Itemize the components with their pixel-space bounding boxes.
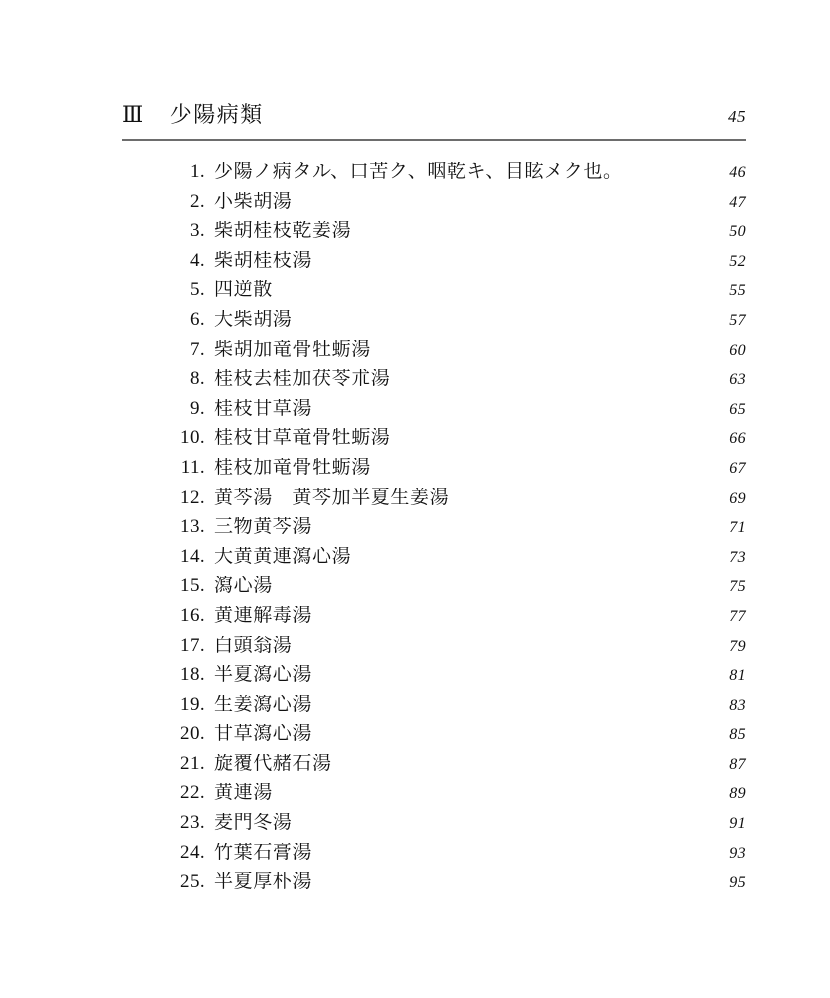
- toc-entry-title[interactable]: 瀉心湯: [214, 576, 273, 596]
- toc-entry-number: 21.: [180, 752, 205, 774]
- toc-entry-number: 6.: [189, 308, 205, 330]
- toc-entry[interactable]: [122, 192, 746, 222]
- toc-entry-page-number: 87: [729, 755, 746, 773]
- toc-entry-title[interactable]: 柴胡加竜骨牡蛎湯: [214, 339, 371, 359]
- toc-entry-number: 17.: [180, 634, 205, 656]
- toc-entry[interactable]: [122, 399, 746, 429]
- toc-entry-number: 18.: [180, 664, 205, 686]
- toc-entry-title[interactable]: 半夏厚朴湯: [214, 872, 313, 892]
- toc-entry-title[interactable]: 白頭翁湯: [214, 635, 293, 655]
- toc-entry-page-number: 75: [729, 578, 746, 596]
- toc-entry-page-number: 89: [729, 785, 746, 803]
- toc-entry-title[interactable]: 三物黄芩湯: [214, 517, 313, 537]
- toc-entry[interactable]: [122, 517, 746, 547]
- toc-entry[interactable]: [122, 428, 746, 458]
- toc-entry-number: 19.: [180, 693, 205, 715]
- toc-entry-title[interactable]: 黄連解毒湯: [214, 605, 313, 625]
- toc-entry-number: 1.: [189, 161, 205, 182]
- toc-entry-list: [122, 162, 746, 902]
- toc-entry-number: 9.: [189, 397, 205, 419]
- toc-entry-page-number: 52: [729, 252, 746, 270]
- toc-entry[interactable]: [122, 369, 746, 399]
- toc-entry-number: 22.: [180, 782, 205, 804]
- toc-entry[interactable]: [122, 665, 746, 695]
- toc-entry-title[interactable]: 生姜瀉心湯: [214, 694, 313, 714]
- toc-entry[interactable]: [122, 606, 746, 636]
- chapter-numeral: Ⅲ: [122, 102, 144, 127]
- toc-entry-title[interactable]: 桂枝加竜骨牡蛎湯: [214, 457, 371, 477]
- toc-entry-title[interactable]: 黄芩湯 黄芩加半夏生姜湯: [214, 487, 450, 507]
- toc-entry-number: 25.: [180, 871, 205, 893]
- toc-entry-page-number: 47: [729, 193, 746, 211]
- toc-entry-title[interactable]: 甘草瀉心湯: [214, 724, 313, 744]
- toc-entry-page-number: 83: [729, 696, 746, 714]
- toc-entry[interactable]: [122, 488, 746, 518]
- toc-entry-number: 13.: [180, 516, 205, 538]
- toc-entry-title[interactable]: 大柴胡湯: [214, 309, 293, 329]
- toc-entry-page-number: 93: [729, 844, 746, 862]
- toc-entry[interactable]: [122, 251, 746, 281]
- toc-entry-page-number: 85: [729, 726, 746, 744]
- toc-entry[interactable]: [122, 872, 746, 902]
- chapter-header: [122, 104, 746, 126]
- toc-entry-page-number: 55: [729, 282, 746, 300]
- chapter-page-number: 45: [728, 107, 746, 126]
- toc-entry-page-number: 67: [729, 459, 746, 477]
- toc-entry-number: 16.: [180, 604, 205, 626]
- toc-entry-title[interactable]: 柴胡桂枝湯: [214, 250, 313, 270]
- toc-entry[interactable]: [122, 547, 746, 577]
- toc-entry-number: 23.: [180, 812, 205, 834]
- toc-entry-page-number: 50: [729, 223, 746, 241]
- toc-entry-page-number: 57: [729, 311, 746, 329]
- toc-entry-page-number: 66: [729, 430, 746, 448]
- toc-entry-title[interactable]: 麦門冬湯: [214, 813, 293, 833]
- toc-entry[interactable]: [122, 695, 746, 725]
- toc-entry[interactable]: [122, 458, 746, 488]
- toc-entry[interactable]: [122, 754, 746, 784]
- toc-entry[interactable]: [122, 280, 746, 310]
- toc-entry-number: 7.: [189, 338, 205, 360]
- toc-entry-page-number: 71: [729, 519, 746, 537]
- toc-entry-number: 11.: [180, 456, 205, 478]
- toc-entry-number: 15.: [180, 575, 205, 597]
- toc-entry[interactable]: [122, 783, 746, 813]
- toc-entry-title[interactable]: 黄連湯: [214, 783, 273, 803]
- toc-entry[interactable]: [122, 340, 746, 370]
- toc-entry-number: 12.: [180, 486, 205, 508]
- chapter-title: 少陽病類: [169, 102, 264, 127]
- toc-entry-page-number: 91: [729, 815, 746, 833]
- toc-entry-page-number: 46: [729, 164, 746, 181]
- toc-entry[interactable]: [122, 576, 746, 606]
- toc-entry-title[interactable]: 桂枝甘草竜骨牡蛎湯: [214, 428, 391, 448]
- toc-entry-page-number: 73: [729, 548, 746, 566]
- toc-entry-page-number: 60: [729, 341, 746, 359]
- toc-entry-title[interactable]: 桂枝去桂加茯苓朮湯: [214, 369, 391, 389]
- toc-entry-title[interactable]: 大黄黄連瀉心湯: [214, 546, 352, 566]
- toc-entry-page-number: 65: [729, 400, 746, 418]
- toc-entry-page-number: 69: [729, 489, 746, 507]
- header-divider: [122, 139, 746, 141]
- toc-entry-page-number: 81: [729, 667, 746, 685]
- toc-entry-number: 10.: [180, 427, 205, 449]
- toc-entry-number: 20.: [180, 723, 205, 745]
- toc-entry-number: 5.: [189, 279, 205, 301]
- toc-entry-number: 3.: [189, 220, 205, 242]
- toc-entry[interactable]: [122, 636, 746, 666]
- toc-entry-page-number: 77: [729, 607, 746, 625]
- toc-entry-title[interactable]: 旋覆代赭石湯: [214, 753, 332, 773]
- toc-entry-title[interactable]: 桂枝甘草湯: [214, 398, 313, 418]
- toc-entry[interactable]: [122, 843, 746, 873]
- toc-entry-page-number: 63: [729, 371, 746, 389]
- toc-entry-title[interactable]: 半夏瀉心湯: [214, 665, 313, 685]
- toc-entry-title[interactable]: 竹葉石膏湯: [214, 842, 313, 862]
- toc-entry-number: 14.: [180, 545, 205, 567]
- toc-entry-title[interactable]: 少陽ノ病タル、口苦ク、咽乾キ、目眩メク也。: [214, 162, 623, 181]
- toc-entry[interactable]: [122, 221, 746, 251]
- toc-entry[interactable]: [122, 813, 746, 843]
- toc-entry[interactable]: [122, 310, 746, 340]
- toc-entry-title[interactable]: 柴胡桂枝乾姜湯: [214, 221, 352, 241]
- toc-entry-number: 2.: [189, 190, 205, 212]
- toc-entry-number: 8.: [189, 368, 205, 390]
- toc-entry[interactable]: [122, 724, 746, 754]
- toc-entry-number: 24.: [180, 841, 205, 863]
- toc-entry-title[interactable]: 四逆散: [214, 280, 273, 300]
- toc-entry-number: 4.: [189, 249, 205, 271]
- toc-entry-page-number: 95: [729, 874, 746, 892]
- toc-entry-page-number: 79: [729, 637, 746, 655]
- toc-entry[interactable]: [122, 162, 746, 192]
- toc-entry-title[interactable]: 小柴胡湯: [214, 191, 293, 211]
